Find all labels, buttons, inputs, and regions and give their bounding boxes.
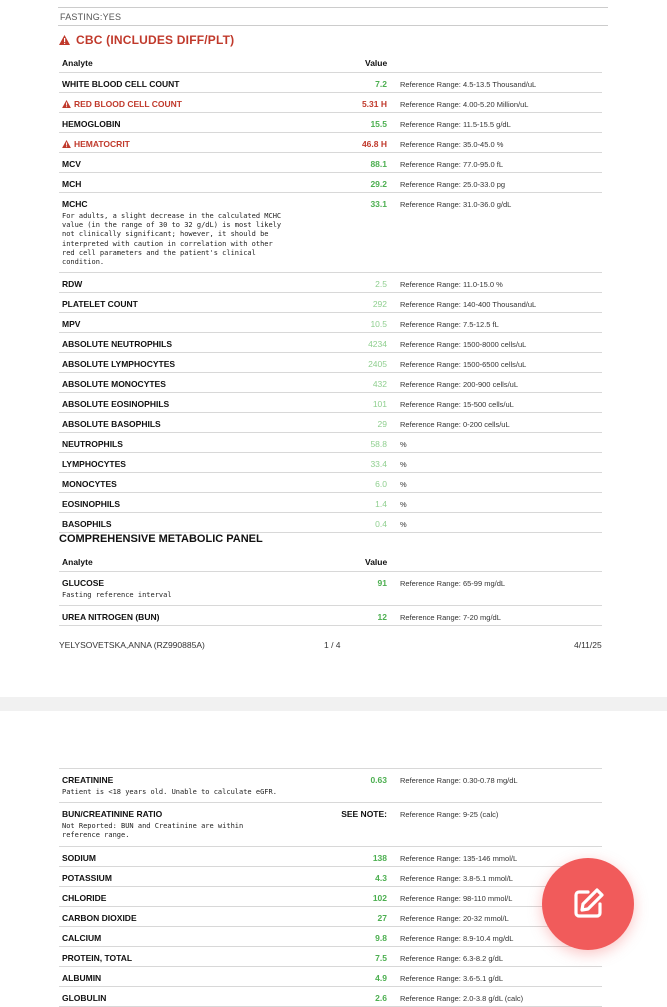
analyte-label: ABSOLUTE LYMPHOCYTES [62, 359, 176, 370]
analyte-name [62, 775, 113, 785]
analyte-label: HEMATOCRIT [74, 139, 130, 149]
analyte-name [62, 993, 106, 1003]
analyte-name [62, 853, 96, 863]
analyte-label: BASOPHILS [62, 519, 112, 530]
analyte-label: ABSOLUTE EOSINOPHILS [62, 399, 170, 410]
analyte-label: CREATININE [62, 775, 114, 785]
analyte-note: Not Reported: BUN and Creatinine are within reference range. [62, 822, 244, 840]
analyte-value: 2.6 [375, 992, 387, 1003]
reference-range: Reference Range: 9-25 (calc) [400, 810, 499, 820]
analyte-name [62, 893, 106, 903]
table-row [59, 927, 602, 947]
analyte-name [62, 809, 162, 819]
table-row [59, 73, 602, 93]
analyte-name [62, 973, 101, 983]
reference-range: % [400, 520, 407, 530]
analyte-label: ABSOLUTE BASOPHILS [62, 419, 161, 430]
analyte-name [62, 873, 112, 883]
cmp-section-title: COMPREHENSIVE METABOLIC PANEL [59, 533, 263, 545]
divider [58, 25, 608, 26]
analyte-header: Analyte [62, 58, 93, 68]
analyte-value: 7.2 [375, 79, 387, 89]
analyte-value: 4.3 [375, 872, 387, 883]
analyte-value: 2405 [368, 359, 387, 370]
analyte-name [62, 459, 126, 469]
analyte-header: Analyte [62, 557, 93, 567]
analyte-value: 4234 [368, 339, 387, 350]
table-row [59, 907, 602, 927]
analyte-label: CHLORIDE [62, 892, 107, 903]
reference-range: Reference Range: 8.9-10.4 mg/dL [400, 933, 514, 943]
reference-range: Reference Range: 65-99 mg/dL [400, 579, 506, 588]
analyte-name [62, 279, 82, 289]
reference-range: % [400, 500, 407, 510]
analyte-value: SEE NOTE: [341, 809, 387, 820]
table-row [59, 413, 602, 433]
analyte-label: RED BLOOD CELL COUNT [74, 99, 182, 109]
fasting-status: FASTING:YES [60, 12, 122, 22]
analyte-name [62, 199, 88, 209]
analyte-value: 9.8 [375, 932, 387, 943]
reference-range: Reference Range: 0-200 cells/uL [400, 420, 510, 430]
reference-range: Reference Range: 15-500 cells/uL [400, 400, 514, 410]
analyte-value: 0.4 [375, 519, 387, 530]
analyte-name [62, 519, 112, 529]
table-row [59, 572, 602, 606]
table-row [59, 313, 602, 333]
table-row [59, 513, 602, 533]
warning-icon [59, 35, 70, 45]
analyte-value: 29 [377, 419, 387, 430]
analyte-name [62, 419, 161, 429]
reference-range: Reference Range: 6.3-8.2 g/dL [400, 953, 503, 963]
table-row [59, 847, 602, 867]
analyte-value: 1.4 [375, 499, 387, 510]
analyte-value: 432 [372, 379, 387, 390]
value-header: Value [365, 58, 388, 68]
table-row [59, 153, 602, 173]
table-row [59, 493, 602, 513]
table-row [59, 453, 602, 473]
analyte-label: ABSOLUTE MONOCYTES [62, 379, 166, 390]
analyte-name [62, 299, 138, 309]
analyte-value: 6.0 [375, 479, 387, 490]
table-row [59, 373, 602, 393]
analyte-value: 27 [377, 912, 387, 923]
analyte-label: UREA NITROGEN (BUN) [62, 612, 160, 623]
analyte-label: LYMPHOCYTES [62, 459, 126, 470]
analyte-label: MPV [62, 319, 81, 330]
analyte-value: 58.8 [370, 439, 387, 450]
edit-button[interactable] [542, 858, 634, 950]
analyte-name [62, 339, 172, 349]
analyte-label: CALCIUM [62, 932, 102, 943]
analyte-label: GLOBULIN [62, 992, 107, 1003]
analyte-label: WHITE BLOOD CELL COUNT [62, 79, 180, 89]
analyte-label: CARBON DIOXIDE [62, 912, 137, 923]
table-row [59, 433, 602, 453]
analyte-label: MCH [62, 179, 82, 189]
analyte-name [62, 499, 120, 509]
analyte-value: 15.5 [370, 119, 387, 129]
divider [58, 7, 608, 8]
analyte-note: For adults, a slight decrease in the calculated MCHC value (in the range of 30 to 32 g/dL) is most likely not clinically significant; however, it should be interpreted with caution in correlation with other red cell parameters and the patient's clinical condition. [62, 212, 282, 267]
table-row [59, 273, 602, 293]
analyte-name [62, 159, 81, 169]
cmp-table [59, 552, 602, 626]
table-header [59, 53, 602, 73]
analyte-note: Fasting reference interval [62, 591, 172, 599]
reference-range: % [400, 460, 407, 470]
table-row [59, 173, 602, 193]
analyte-label: MCV [62, 159, 81, 169]
table-row [59, 473, 602, 493]
table-row [59, 887, 602, 907]
analyte-label: NEUTROPHILS [62, 439, 123, 450]
analyte-value: 5.31 H [361, 99, 387, 109]
analyte-name [62, 612, 159, 622]
reference-range: Reference Range: 25.0-33.0 pg [400, 180, 506, 189]
reference-range: Reference Range: 7.5-12.5 fL [400, 320, 499, 330]
table-row [59, 113, 602, 133]
table-row [59, 293, 602, 313]
analyte-name [62, 479, 117, 489]
reference-range: Reference Range: 1500-6500 cells/uL [400, 360, 527, 370]
analyte-name [62, 578, 104, 588]
table-header [59, 552, 602, 572]
reference-range: Reference Range: 3.8-5.1 mmol/L [400, 873, 513, 883]
reference-range: Reference Range: 98-110 mmol/L [400, 893, 513, 903]
reference-range: Reference Range: 31.0-36.0 g/dL [400, 200, 512, 209]
analyte-label: SODIUM [62, 852, 96, 863]
analyte-label: RDW [62, 279, 83, 290]
analyte-label: MONOCYTES [62, 479, 117, 490]
table-row [59, 987, 602, 1007]
analyte-label: POTASSIUM [62, 872, 112, 883]
analyte-value: 88.1 [370, 159, 387, 169]
analyte-value: 12 [377, 612, 387, 623]
value-header: Value [365, 557, 388, 567]
analyte-name [62, 179, 81, 189]
analyte-value: 33.1 [370, 199, 387, 209]
cmp-table-continued [59, 768, 602, 1007]
cbc-table [59, 53, 602, 533]
reference-range: Reference Range: 11.0-15.0 % [400, 280, 503, 290]
reference-range: Reference Range: 200-900 cells/uL [400, 380, 518, 390]
analyte-name [62, 319, 80, 329]
analyte-label: PROTEIN, TOTAL [62, 952, 133, 963]
analyte-label: MCHC [62, 199, 88, 209]
reference-range: Reference Range: 11.5-15.5 g/dL [400, 120, 511, 129]
table-row [59, 803, 602, 846]
analyte-label: ABSOLUTE NEUTROPHILS [62, 339, 173, 350]
analyte-name [62, 359, 175, 369]
analyte-value: 7.5 [375, 952, 387, 963]
analyte-label: BUN/CREATININE RATIO [62, 809, 163, 820]
analyte-name [62, 139, 130, 149]
analyte-value: 138 [372, 852, 387, 863]
warning-icon [62, 140, 71, 148]
analyte-name [62, 913, 137, 923]
report-date: 4/11/25 [574, 640, 602, 650]
table-row [59, 193, 602, 273]
table-row [59, 93, 602, 113]
reference-range: Reference Range: 7-20 mg/dL [400, 613, 501, 623]
analyte-value: 101 [372, 399, 387, 410]
analyte-value: 0.63 [370, 775, 387, 785]
table-row [59, 867, 602, 887]
analyte-name [62, 79, 179, 89]
reference-range: Reference Range: 1500-8000 cells/uL [400, 340, 527, 350]
analyte-value: 102 [372, 892, 387, 903]
analyte-label: EOSINOPHILS [62, 499, 121, 510]
page-separator [0, 697, 667, 711]
table-row [59, 606, 602, 626]
analyte-value: 292 [372, 299, 387, 310]
reference-range: Reference Range: 77.0-95.0 fL [400, 160, 503, 169]
analyte-value: 10.5 [370, 319, 387, 330]
analyte-name [62, 379, 166, 389]
table-row [59, 947, 602, 967]
table-row [59, 967, 602, 987]
analyte-value: 91 [377, 578, 387, 588]
analyte-label: HEMOGLOBIN [62, 119, 121, 129]
analyte-name [62, 933, 101, 943]
table-row [59, 353, 602, 373]
report-page-2 [0, 711, 667, 1003]
edit-icon [568, 884, 608, 924]
reference-range: Reference Range: 135-146 mmol/L [400, 853, 518, 863]
analyte-value: 29.2 [370, 179, 387, 189]
table-row [59, 769, 602, 803]
analyte-value: 33.4 [370, 459, 387, 470]
page-number: 1 / 4 [324, 640, 341, 650]
table-row [59, 393, 602, 413]
analyte-name [62, 953, 132, 963]
reference-range: Reference Range: 3.6-5.1 g/dL [400, 973, 503, 983]
analyte-value: 4.9 [375, 972, 387, 983]
analyte-label: GLUCOSE [62, 578, 105, 588]
warning-icon [62, 100, 71, 108]
reference-range: % [400, 440, 407, 450]
analyte-name [62, 119, 121, 129]
analyte-value: 46.8 H [361, 139, 387, 149]
cbc-section-title [59, 33, 234, 47]
cbc-title-text: CBC (INCLUDES DIFF/PLT) [76, 33, 235, 47]
analyte-name [62, 399, 169, 409]
table-row [59, 133, 602, 153]
patient-footer: YELYSOVETSKA,ANNA (RZ990885A) [59, 640, 205, 650]
analyte-label: ALBUMIN [62, 972, 102, 983]
analyte-value: 2.5 [375, 279, 387, 290]
reference-range: Reference Range: 2.0-3.8 g/dL (calc) [400, 993, 524, 1003]
reference-range: Reference Range: 20-32 mmol/L [400, 913, 509, 923]
reference-range: % [400, 480, 407, 490]
reference-range: Reference Range: 35.0-45.0 % [400, 140, 504, 149]
reference-range: Reference Range: 140-400 Thousand/uL [400, 300, 537, 310]
analyte-label: PLATELET COUNT [62, 299, 138, 310]
reference-range: Reference Range: 4.00-5.20 Million/uL [400, 100, 529, 109]
analyte-note: Patient is <18 years old. Unable to calculate eGFR. [62, 788, 277, 796]
analyte-name [62, 439, 123, 449]
table-row [59, 333, 602, 353]
reference-range: Reference Range: 4.5-13.5 Thousand/uL [400, 80, 537, 89]
analyte-name [62, 99, 182, 109]
reference-range: Reference Range: 0.30-0.78 mg/dL [400, 776, 518, 785]
